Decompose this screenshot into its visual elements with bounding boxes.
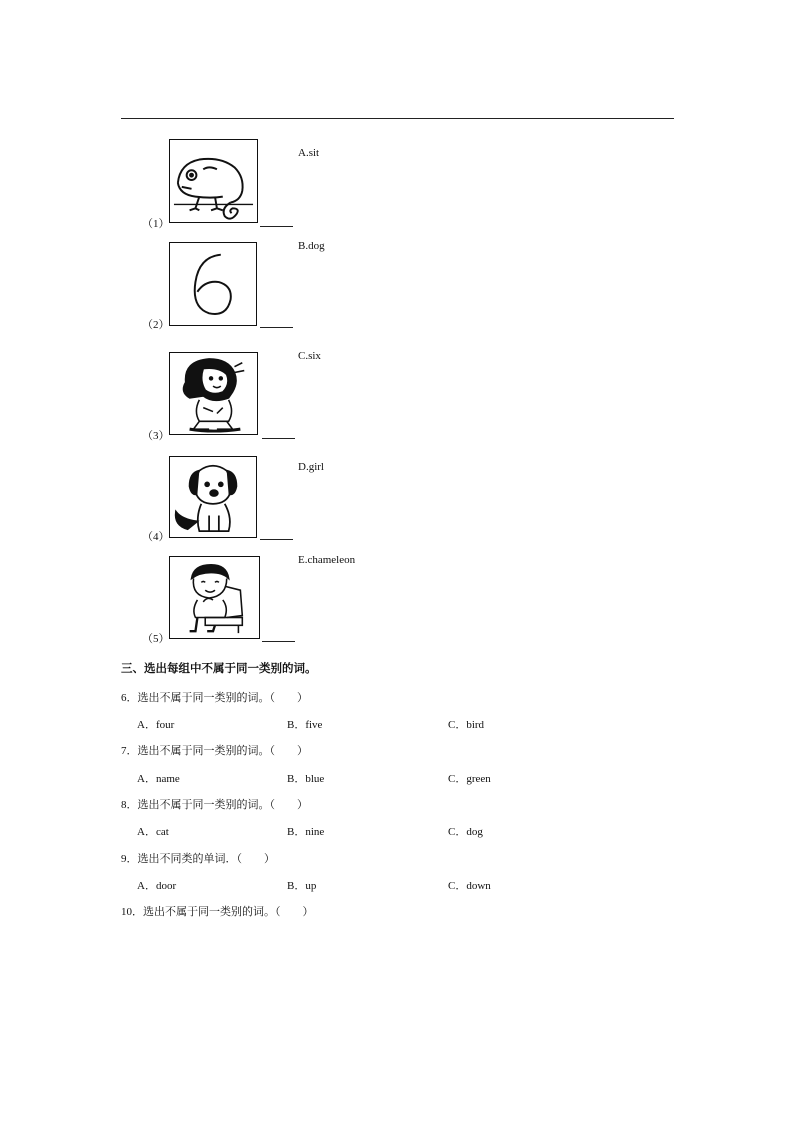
item-number-2: （2） [142,319,170,331]
q9-choice-b[interactable]: B．up [287,880,317,892]
item-number-5: （5） [142,633,170,645]
q8-choice-a[interactable]: A．cat [137,826,169,838]
q7-choice-a[interactable]: A．name [137,773,180,785]
q7-choice-b[interactable]: B．blue [287,773,325,785]
girl-icon [170,353,257,434]
answer-blank-1[interactable] [260,226,293,227]
q9-choice-c[interactable]: C．down [448,880,491,892]
boy-sitting-picture [169,556,260,639]
question-10: 10．选出不属于同一类别的词。（ ） [121,906,314,918]
dog-icon [170,457,256,537]
number-six-icon [170,243,256,325]
question-7: 7．选出不属于同一类别的词。（ ） [121,745,308,757]
q8-choice-c[interactable]: C．dog [448,826,483,838]
girl-picture [169,352,258,435]
q6-choice-b[interactable]: B．five [287,719,323,731]
chameleon-picture [169,139,258,223]
chameleon-icon [170,140,257,222]
question-8: 8．选出不属于同一类别的词。（ ） [121,799,308,811]
dog-picture [169,456,257,538]
q6-choice-c[interactable]: C．bird [448,719,485,731]
answer-blank-3[interactable] [262,438,295,439]
item-number-4: （4） [142,531,170,543]
answer-blank-5[interactable] [262,641,295,642]
option-a: A.sit [298,147,320,159]
header-rule [121,118,674,119]
boy-sitting-icon [170,557,259,638]
q6-choice-a[interactable]: A．four [137,719,175,731]
question-9: 9．选出不同类的单词．（ ） [121,853,275,865]
option-b: B.dog [298,240,325,252]
question-6: 6．选出不属于同一类别的词。（ ） [121,692,308,704]
q7-choice-c[interactable]: C．green [448,773,491,785]
q8-choice-b[interactable]: B．nine [287,826,325,838]
option-d: D.girl [298,461,324,473]
answer-blank-2[interactable] [260,327,293,328]
item-number-1: （1） [142,218,170,230]
item-number-3: （3） [142,430,170,442]
number-six-picture [169,242,257,326]
section-3-title: 三、选出每组中不属于同一类别的词。 [121,663,317,675]
option-e: E.chameleon [298,554,356,566]
option-c: C.six [298,350,321,362]
answer-blank-4[interactable] [260,539,293,540]
q9-choice-a[interactable]: A．door [137,880,177,892]
